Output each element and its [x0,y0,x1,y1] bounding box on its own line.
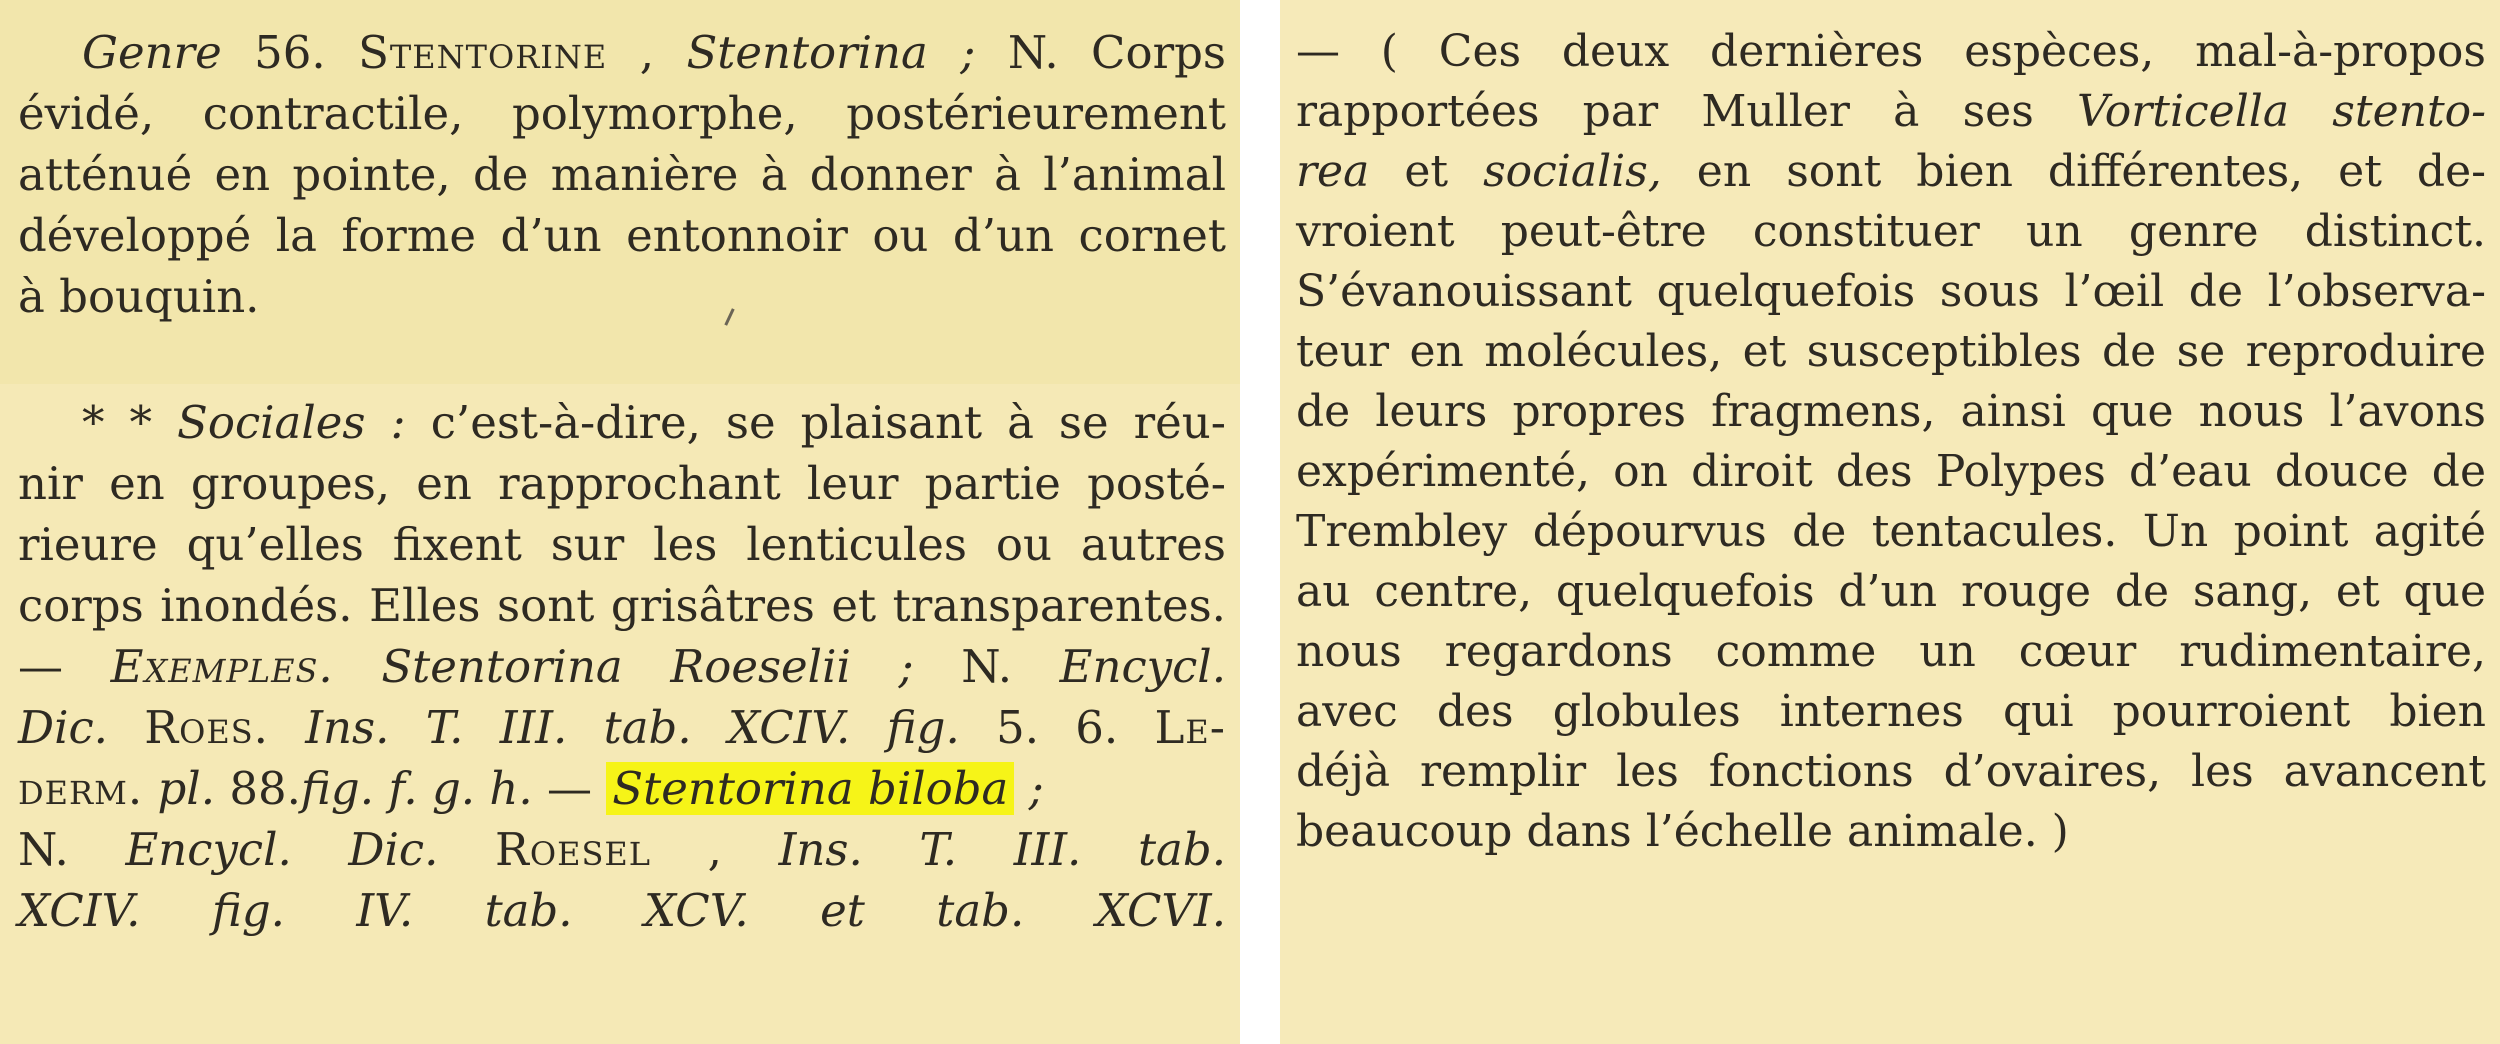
text-line [18,392,1226,453]
text-run: socialis, [1483,146,1662,197]
text-line [18,819,1226,880]
text-run: , [651,823,779,876]
text-run [108,701,144,754]
text-run: — [532,762,607,815]
left-top-text-block [0,0,1240,384]
text-run [749,884,820,937]
text-run: Dic. [18,701,108,754]
text-run: Le- [1154,701,1226,754]
text-run: 56. [221,26,359,79]
text-line: atténué en pointe, de manière à donner à l’animal [18,148,1226,201]
text-run: en sont bien différentes, et de- [1661,146,2486,197]
text-line: à bouquin. [18,270,260,323]
text-line: avec des globules internes qui pourroient bien [1296,686,2486,737]
text-line: — ( Ces deux dernières espèces, mal-à-propos [1296,26,2486,77]
text-run: pl. [157,762,216,815]
text-run: Exemples. [110,640,334,693]
text-run [269,701,305,754]
text-run: Stentorina ; [686,26,976,79]
text-run [143,762,157,815]
text-run: Roes. [144,701,269,754]
text-run: XCIV. fig. IV. tab. XCV. [18,884,749,937]
text-line: de leurs propres fragmens, ainsi que nous l’avons [1296,386,2486,437]
text-run: Encycl. [1059,640,1226,693]
text-line [18,880,1226,941]
highlighted-species-name: Stentorina biloba [606,762,1014,815]
text-run: Encycl. Dic. [125,823,439,876]
text-line: développé la forme d’un entonnoir ou d’un cornet [18,209,1226,262]
text-run: rea [1296,146,1370,197]
text-run [438,823,495,876]
text-line [18,636,1226,697]
text-run: fig. f. g. h. [300,762,533,815]
text-line: expérimenté, on diroit des Polypes d’eau douce de [1296,446,2486,497]
text-line: nir en groupes, en rapprochant leur partie posté- [18,457,1226,510]
text-run: Roesel [495,823,652,876]
text-line [18,758,1226,819]
text-line: déjà remplir les fonctions d’ovaires, les avancent [1296,746,2486,797]
text-run: derm. [18,762,144,815]
text-run: et [1369,146,1484,197]
text-line: au centre, quelquefois d’un rouge de sang, et que [1296,566,2486,617]
text-line [18,697,1226,758]
text-run: Ins. T. III. tab. [778,823,1226,876]
text-run: 5. 6. [959,701,1155,754]
text-run: Stentorina Roeselii ; [333,640,914,693]
text-line: corps inondés. Elles sont grisâtres et transparentes. [18,579,1226,632]
text-line: nous regardons comme un cœur rudimentaire, [1296,626,2486,677]
text-run: Stentorine [358,26,608,79]
text-run: N. [18,823,126,876]
text-line: Trembley dépourvus de tentacules. Un point agité [1296,506,2486,557]
text-run: rapportées par Muller à ses [1296,86,2078,137]
text-line [1296,142,2486,202]
text-run: 88. [215,762,301,815]
text-line: vroient peut-être constituer un genre distinct. [1296,206,2486,257]
text-run: Ins. T. III. tab. XCIV. fig. [305,701,960,754]
text-run: Sociales : [177,396,406,449]
text-run: N. [913,640,1060,693]
text-run: et tab. XCVI. [820,884,1226,937]
text-line: beaucoup dans l’échelle animale. ) [1296,806,2069,857]
text-run: — [18,640,111,693]
text-run: Vorticella stento- [2077,86,2486,137]
text-run: , [607,26,687,79]
text-run: Genre [82,26,222,79]
text-line [18,22,1226,83]
left-bottom-text-block [0,384,1240,1044]
text-line: teur en molécules, et susceptibles de se reproduire [1296,326,2486,377]
text-line: rieure qu’elles fixent sur les lenticules ou autres [18,518,1226,571]
text-line [1296,82,2486,142]
text-line: évidé, contractile, polymorphe, postérieurement [18,87,1226,140]
text-line: S’évanouissant quelquefois sous l’œil de l’observa- [1296,266,2486,317]
text-run: c’est-à-dire, se plaisant à se réu- [405,396,1226,449]
right-text-block [1280,0,2500,1044]
text-run: N. Corps [975,26,1226,79]
text-run: * * [82,396,178,449]
text-run: ; [1014,762,1044,815]
